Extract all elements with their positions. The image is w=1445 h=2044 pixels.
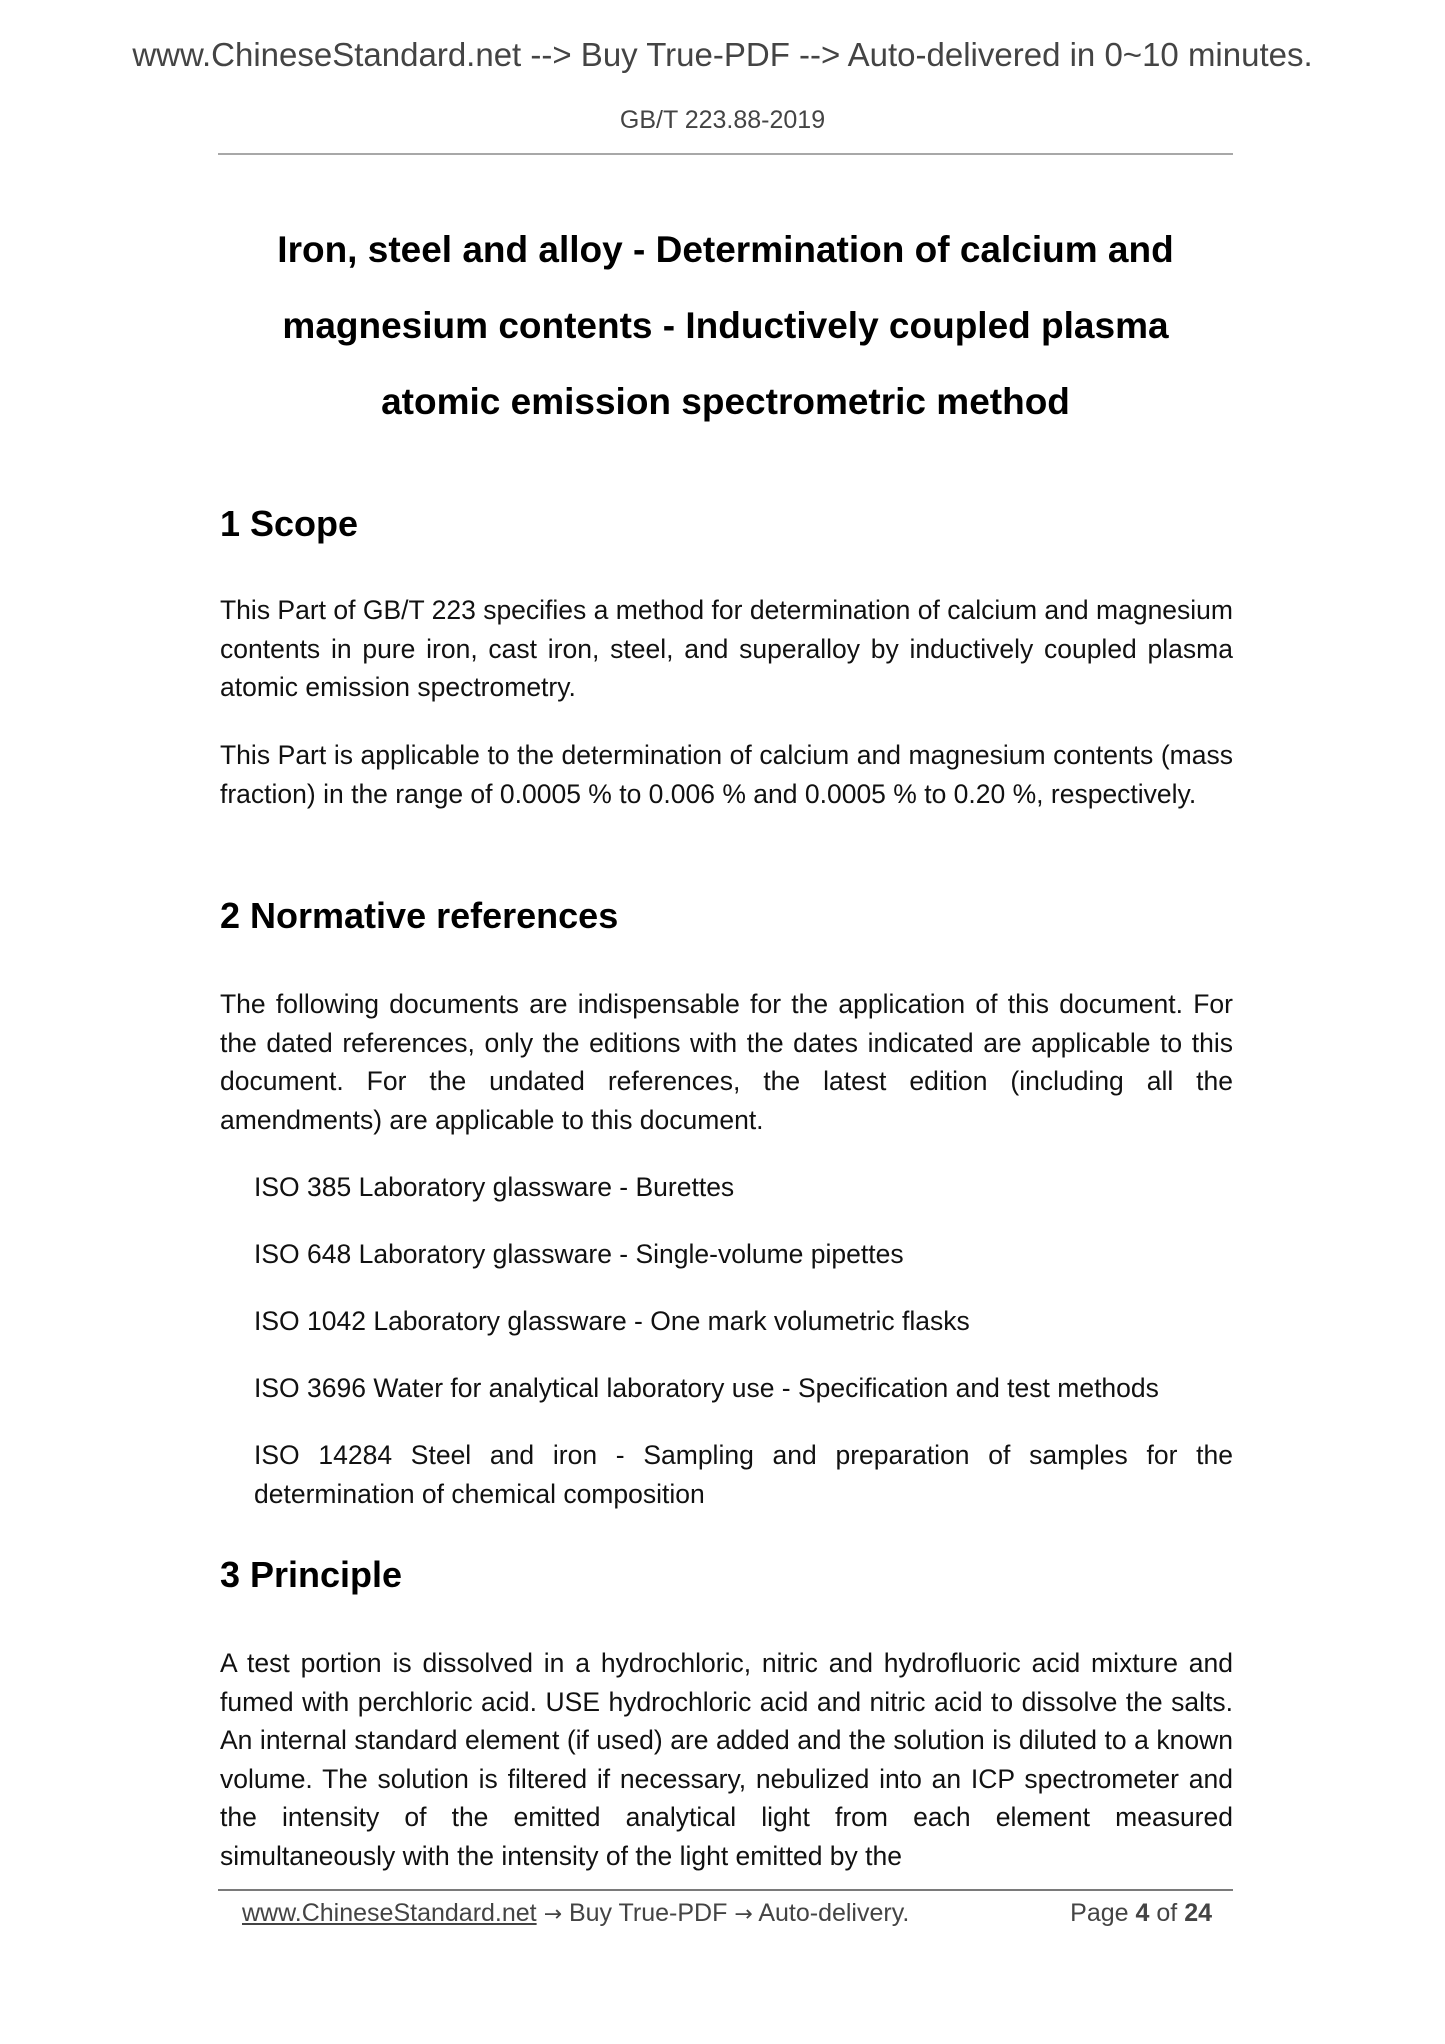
footer-delivery-text: Auto-delivery. [758, 1899, 910, 1927]
section-scope-heading-wrap [220, 502, 1233, 546]
header-divider [218, 153, 1233, 155]
page-number [1070, 1899, 1212, 1928]
scope-paragraph-2: This Part is applicable to the determination of calcium and magnesium contents (mass fraction) in the range of 0.0005 % to 0.006 % and 0.0005 % to 0.20 %, respectively. [220, 740, 1233, 809]
scope-paragraph-1: This Part of GB/T 223 specifies a method for determination of calcium and magnesium contents in pure iron, cast iron, steel, and superalloy by inductively coupled plasma atomic emission spectrometry. [220, 595, 1233, 702]
title-line-2: magnesium contents - Inductively coupled plasma [282, 305, 1169, 346]
reference-item: ISO 1042 Laboratory glassware - One mark volumetric flasks [254, 1306, 970, 1336]
reference-item: ISO 648 Laboratory glassware - Single-volume pipettes [254, 1239, 904, 1269]
document-title [218, 212, 1233, 440]
page-label: Page [1070, 1899, 1129, 1927]
arrow-right-icon: → [543, 1902, 563, 1927]
promo-banner: www.ChineseStandard.net --> Buy True-PDF --> Auto-delivered in 0~10 minutes. [132, 36, 1313, 73]
section-normative-heading-wrap [220, 894, 1233, 938]
section-heading-normative-references: 2 Normative references [220, 895, 619, 936]
page-footer [242, 1899, 1212, 1928]
title-line-1: Iron, steel and alloy - Determination of calcium and [277, 229, 1174, 270]
section-heading-scope: 1 Scope [220, 503, 359, 544]
section-principle-heading-wrap [220, 1553, 1233, 1597]
reference-item: ISO 385 Laboratory glassware - Burettes [254, 1172, 735, 1202]
footer-buy-text: Buy True-PDF [568, 1899, 728, 1927]
footer-site-link[interactable]: www.ChineseStandard.net [242, 1899, 537, 1927]
principle-paragraph-wrap [220, 1644, 1233, 1875]
page-total: 24 [1184, 1899, 1212, 1927]
scope-paragraph-1-wrap [220, 591, 1233, 707]
reference-item: ISO 3696 Water for analytical laboratory use - Specification and test methods [254, 1373, 1159, 1403]
section-heading-principle: 3 Principle [220, 1554, 403, 1595]
title-line-3: atomic emission spectrometric method [381, 381, 1070, 422]
document-code: GB/T 223.88-2019 [619, 106, 826, 134]
footer-promo [242, 1899, 909, 1928]
reference-item: ISO 14284 Steel and iron - Sampling and preparation of samples for the determination of chemical composition [254, 1440, 1233, 1509]
page-current: 4 [1135, 1899, 1150, 1927]
footer-divider [218, 1889, 1233, 1891]
principle-paragraph: A test portion is dissolved in a hydrochloric, nitric and hydrofluoric acid mixture and fumed with perchloric acid. USE hydrochloric acid and nitric acid to dissolve the salts. An internal standard element (if used) are added and the solution is diluted to a known volume. The solution is filtered if necessary, nebulized into an ICP spectrometer and the intensity of the emitted analytical light from each element measured simultaneously with the intensity of the light emitted by the [220, 1648, 1233, 1871]
arrow-right-icon: → [734, 1902, 753, 1927]
page-of-label: of [1156, 1899, 1178, 1927]
scope-paragraph-2-wrap [220, 736, 1233, 813]
normative-intro-paragraph: The following documents are indispensable for the application of this document. For the dated references, only the editions with the dates indicated are applicable to this document. For the undated references, the latest edition (including all the amendments) are applicable to this document. [220, 989, 1233, 1135]
normative-intro-wrap [220, 985, 1233, 1139]
